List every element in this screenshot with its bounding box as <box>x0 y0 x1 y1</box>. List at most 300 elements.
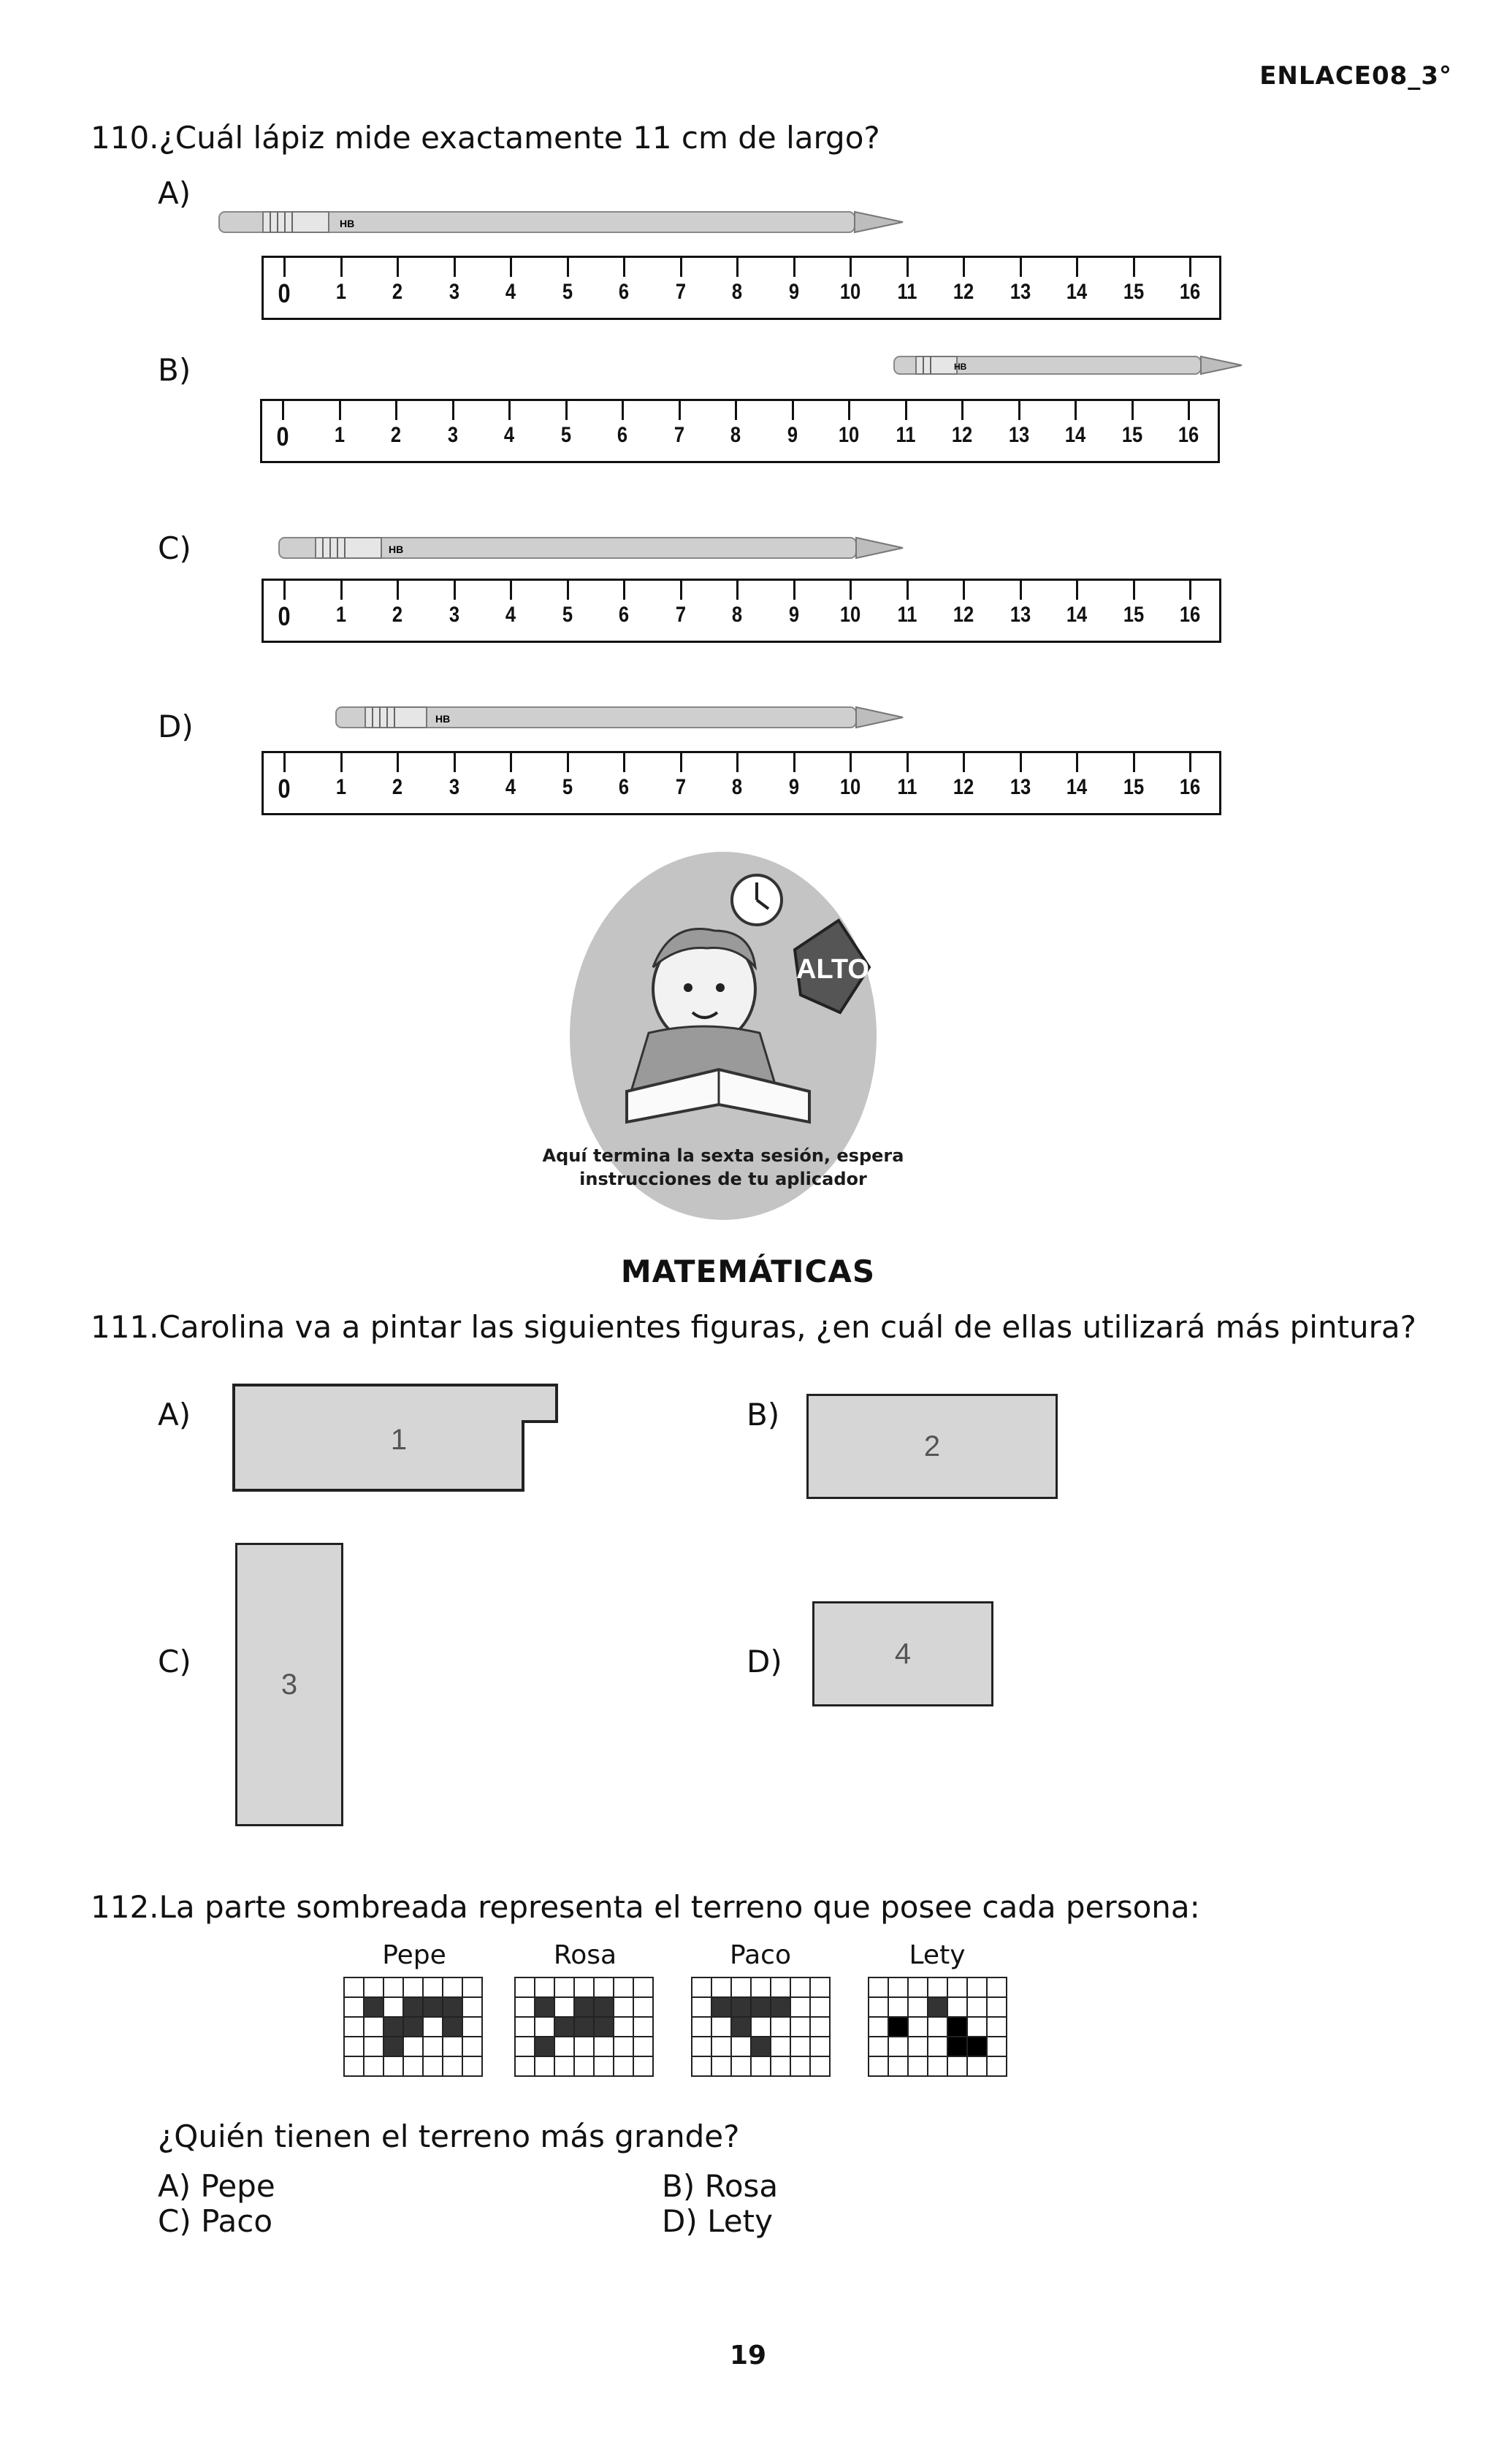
grid-cell <box>771 2018 791 2037</box>
ruler-tick <box>1133 753 1135 772</box>
grid-cell <box>791 2037 811 2057</box>
ruler-tick <box>907 753 909 772</box>
answer-text: Lety <box>707 2203 773 2239</box>
ruler-number: 5 <box>560 423 571 447</box>
ruler-tick <box>1018 401 1020 420</box>
q110-option-c[interactable]: C) <box>158 530 191 566</box>
ruler-tick <box>850 258 852 277</box>
ruler-number: 3 <box>447 423 458 447</box>
ruler-tick <box>1020 581 1022 600</box>
grid-cell <box>948 2057 968 2077</box>
grid-cell <box>811 2018 831 2037</box>
q110-option-a[interactable]: A) <box>158 175 191 211</box>
ruler-number: 1 <box>335 280 346 304</box>
ruler-tick <box>454 581 456 600</box>
ruler-tick <box>680 753 682 772</box>
alto-caption-line2: instrucciones de tu aplicador <box>579 1169 867 1189</box>
pencil-d <box>336 703 903 732</box>
answer-letter: B) <box>662 2168 695 2204</box>
grid-cell <box>575 1978 595 1998</box>
ruler-b <box>260 399 1220 463</box>
grid-cell <box>384 2057 404 2077</box>
shaded-cell <box>752 1998 771 2018</box>
ruler-tick <box>1189 258 1191 277</box>
ruler-tick <box>283 581 286 600</box>
grid-cell <box>345 1978 365 1998</box>
shaded-cell <box>575 2018 595 2037</box>
ruler-number: 9 <box>788 280 799 304</box>
grid-cell <box>909 1998 928 2018</box>
shaded-cell <box>575 1998 595 2018</box>
grid-cell <box>909 1978 928 1998</box>
grid-cell <box>634 2018 654 2037</box>
grid-cell <box>732 2037 752 2057</box>
ruler-number: 14 <box>1066 775 1088 799</box>
grid-cell <box>771 2057 791 2077</box>
ruler-number: 10 <box>839 603 861 627</box>
ruler-tick <box>567 753 569 772</box>
ruler-tick <box>736 258 739 277</box>
grid-cell <box>345 2057 365 2077</box>
ruler-tick <box>340 581 343 600</box>
grid-cell <box>811 2057 831 2077</box>
ruler-number: 5 <box>562 603 573 627</box>
shaded-cell <box>771 1998 791 2018</box>
grid-cell <box>443 2057 463 2077</box>
ruler-number: 1 <box>335 775 346 799</box>
grid-cell <box>889 2057 909 2077</box>
ruler-number: 10 <box>839 775 861 799</box>
ruler-number: 13 <box>1010 775 1031 799</box>
shaded-cell <box>424 1998 443 2018</box>
ruler-tick <box>961 401 963 420</box>
ruler-number: 1 <box>334 423 345 447</box>
grid-cell <box>988 1978 1007 1998</box>
grid-cell <box>424 2018 443 2037</box>
grid-cell <box>345 1998 365 2018</box>
grid-cell <box>811 2037 831 2057</box>
ruler-tick <box>623 581 625 600</box>
shaded-cell <box>948 2018 968 2037</box>
ruler-number: 10 <box>839 280 861 304</box>
shaded-cell <box>928 1998 948 2018</box>
grid-cell <box>516 2057 535 2077</box>
shaded-cell <box>752 2037 771 2057</box>
ruler-number: 15 <box>1121 423 1142 447</box>
grid-cell <box>384 1998 404 2018</box>
ruler-number: 9 <box>787 423 798 447</box>
ruler-tick <box>567 581 569 600</box>
pencil-b <box>894 351 1242 380</box>
alto-illustration <box>542 850 904 1221</box>
ruler-number: 15 <box>1123 280 1144 304</box>
grid-name-paco: Paco <box>730 1940 791 1970</box>
ruler-tick <box>848 401 850 420</box>
ruler-tick <box>623 753 625 772</box>
ruler-tick <box>1133 581 1135 600</box>
ruler-tick <box>340 258 343 277</box>
ruler-tick <box>397 753 399 772</box>
ruler-number: 2 <box>390 423 402 447</box>
grid-cell <box>595 2057 614 2077</box>
ruler-number: 12 <box>953 280 974 304</box>
ruler-number: 6 <box>617 423 628 447</box>
grid-cell <box>909 2018 928 2037</box>
ruler-number: 2 <box>392 603 403 627</box>
ruler-number: 1 <box>335 603 346 627</box>
answer-text: Paco <box>201 2203 273 2239</box>
question-112-text: 112.La parte sombreada representa el terreno que posee cada persona: <box>91 1889 1200 1925</box>
question-112-prompt: ¿Quién tienen el terreno más grande? <box>158 2118 740 2154</box>
ruler-tick <box>454 258 456 277</box>
ruler-number: 7 <box>673 423 684 447</box>
ruler-number: 14 <box>1066 603 1088 627</box>
shape-3-label: 3 <box>280 1668 298 1701</box>
shaded-cell <box>384 2018 404 2037</box>
ruler-number: 0 <box>278 774 291 804</box>
q112-answer-d[interactable] <box>662 2203 773 2239</box>
grid-cell <box>968 1978 988 1998</box>
grid-cell <box>404 2037 424 2057</box>
grid-cell <box>692 1978 712 1998</box>
grid-cell <box>948 1998 968 2018</box>
grid-cell <box>968 1998 988 2018</box>
q110-option-d[interactable]: D) <box>158 709 194 744</box>
ruler-tick <box>508 401 511 420</box>
ruler-tick <box>735 401 737 420</box>
ruler-tick <box>510 753 512 772</box>
grid-cell <box>928 2057 948 2077</box>
q111-option-a[interactable]: A) <box>158 1397 191 1433</box>
grid-cell <box>889 1998 909 2018</box>
grid-cell <box>555 1978 575 1998</box>
ruler-number: 6 <box>618 603 630 627</box>
grid-cell <box>732 1978 752 1998</box>
ruler-number: 11 <box>897 280 917 304</box>
grid-cell <box>752 1978 771 1998</box>
grid-cell <box>712 2057 732 2077</box>
page-number: 19 <box>729 2341 767 2370</box>
grid-cell <box>634 2037 654 2057</box>
grid-cell <box>365 1978 384 1998</box>
grid-cell <box>692 2018 712 2037</box>
ruler-number: 3 <box>449 280 459 304</box>
shaded-cell <box>443 2018 463 2037</box>
ruler-number: 8 <box>731 280 743 304</box>
ruler-number: 7 <box>675 775 686 799</box>
shaded-cell <box>732 2018 752 2037</box>
ruler-number: 12 <box>951 423 973 447</box>
ruler-number: 16 <box>1179 280 1201 304</box>
shape-1-label: 1 <box>390 1424 408 1456</box>
ruler-number: 7 <box>675 280 686 304</box>
ruler-number: 16 <box>1179 603 1201 627</box>
ruler-number: 8 <box>731 775 743 799</box>
ruler-number: 2 <box>392 775 403 799</box>
grid-cell <box>595 2037 614 2057</box>
ruler-tick <box>339 401 341 420</box>
pencil-label: HB <box>340 218 355 229</box>
shaded-cell <box>404 1998 424 2018</box>
answer-text: Rosa <box>704 2168 779 2204</box>
q111-option-c[interactable]: C) <box>158 1644 191 1679</box>
shape-4[interactable] <box>812 1601 993 1706</box>
ruler-tick <box>397 581 399 600</box>
ruler-number: 14 <box>1066 280 1088 304</box>
grid-cell <box>869 1998 889 2018</box>
ruler-number: 4 <box>505 603 516 627</box>
grid-cell <box>443 1978 463 1998</box>
ruler-number: 8 <box>731 603 743 627</box>
ruler-tick <box>736 753 739 772</box>
grid-cell <box>365 2018 384 2037</box>
ruler-tick <box>1076 258 1078 277</box>
grid-cell <box>516 2018 535 2037</box>
ruler-tick <box>452 401 454 420</box>
grid-cell <box>928 2018 948 2037</box>
grid-cell <box>692 2037 712 2057</box>
grid-cell <box>988 2057 1007 2077</box>
ruler-tick <box>340 753 343 772</box>
grid-cell <box>988 1998 1007 2018</box>
grid-cell <box>345 2018 365 2037</box>
ruler-number: 0 <box>278 601 291 631</box>
q112-answer-a[interactable] <box>158 2168 275 2204</box>
ruler-tick <box>792 401 794 420</box>
shaded-cell <box>555 2018 575 2037</box>
answer-letter: C) <box>158 2203 191 2239</box>
ruler-number: 4 <box>505 775 516 799</box>
pencil-c <box>279 533 903 562</box>
grid-cell <box>791 2057 811 2077</box>
shape-2-label: 2 <box>923 1430 941 1462</box>
answer-letter: A) <box>158 2168 191 2204</box>
grid-cell <box>614 1978 634 1998</box>
ruler-tick <box>963 753 965 772</box>
ruler-number: 14 <box>1064 423 1086 447</box>
ruler-tick <box>963 258 965 277</box>
ruler-tick <box>1188 401 1190 420</box>
ruler-number: 9 <box>788 603 799 627</box>
shaded-cell <box>889 2018 909 2037</box>
grid-cell <box>968 2057 988 2077</box>
shaded-cell <box>535 1998 555 2018</box>
grid-cell <box>614 2018 634 2037</box>
ruler-a <box>262 256 1221 320</box>
shape-1[interactable] <box>232 1384 561 1495</box>
shaded-cell <box>968 2037 988 2057</box>
grid-cell <box>791 1998 811 2018</box>
ruler-number: 16 <box>1179 775 1201 799</box>
grid-cell <box>424 2057 443 2077</box>
grid-name-rosa: Rosa <box>553 1940 617 1970</box>
ruler-tick <box>454 753 456 772</box>
grid-cell <box>575 2037 595 2057</box>
ruler-tick <box>907 258 909 277</box>
ruler-tick <box>1189 753 1191 772</box>
grid-cell <box>968 2018 988 2037</box>
ruler-tick <box>510 258 512 277</box>
q112-answer-c[interactable] <box>158 2203 272 2239</box>
grid-cell <box>555 1998 575 2018</box>
shaded-cell <box>384 2037 404 2057</box>
ruler-tick <box>1133 258 1135 277</box>
q112-answer-b[interactable] <box>662 2168 778 2204</box>
shaded-cell <box>732 1998 752 2018</box>
ruler-number: 2 <box>392 280 403 304</box>
ruler-tick <box>793 258 795 277</box>
q111-option-b[interactable]: B) <box>747 1397 780 1433</box>
ruler-number: 6 <box>618 280 630 304</box>
grid-cell <box>614 1998 634 2018</box>
grid-paco <box>691 1977 831 2077</box>
question-111-text: 111.Carolina va a pintar las siguientes figuras, ¿en cuál de ellas utilizará más pintura? <box>91 1309 1416 1345</box>
grid-cell <box>614 2037 634 2057</box>
ruler-tick <box>1075 401 1077 420</box>
shaded-cell <box>365 1998 384 2018</box>
ruler-tick <box>679 401 681 420</box>
ruler-tick <box>1020 753 1022 772</box>
grid-cell <box>535 1978 555 1998</box>
ruler-tick <box>850 581 852 600</box>
shape-4-label: 4 <box>894 1637 912 1670</box>
ruler-number: 11 <box>897 603 917 627</box>
grid-cell <box>535 2057 555 2077</box>
grid-cell <box>463 1978 483 1998</box>
ruler-tick <box>680 258 682 277</box>
answer-text: Pepe <box>200 2168 275 2204</box>
grid-cell <box>909 2057 928 2077</box>
ruler-tick <box>963 581 965 600</box>
shaded-cell <box>535 2037 555 2057</box>
grid-cell <box>889 2037 909 2057</box>
ruler-tick <box>1076 581 1078 600</box>
grid-lety <box>868 1977 1007 2077</box>
grid-cell <box>712 2037 732 2057</box>
ruler-number: 4 <box>505 280 516 304</box>
ruler-tick <box>850 753 852 772</box>
ruler-number: 13 <box>1008 423 1029 447</box>
ruler-tick <box>793 753 795 772</box>
grid-cell <box>791 1978 811 1998</box>
grid-cell <box>463 2018 483 2037</box>
ruler-tick <box>905 401 907 420</box>
ruler-tick <box>622 401 624 420</box>
grid-cell <box>712 1978 732 1998</box>
grid-cell <box>732 2057 752 2077</box>
grid-cell <box>752 2018 771 2037</box>
ruler-tick <box>567 258 569 277</box>
ruler-number: 0 <box>278 278 291 308</box>
ruler-tick <box>282 401 284 420</box>
shaded-cell <box>404 2018 424 2037</box>
ruler-tick <box>680 581 682 600</box>
grid-rosa <box>514 1977 654 2077</box>
grid-cell <box>869 2037 889 2057</box>
grid-cell <box>869 1978 889 1998</box>
grid-cell <box>535 2018 555 2037</box>
grid-cell <box>771 2037 791 2057</box>
pencil-label: HB <box>435 713 451 725</box>
ruler-number: 3 <box>449 603 459 627</box>
grid-cell <box>692 1998 712 2018</box>
grid-cell <box>463 2057 483 2077</box>
shape-2[interactable] <box>806 1394 1058 1499</box>
grid-cell <box>516 1978 535 1998</box>
grid-cell <box>811 1978 831 1998</box>
grid-cell <box>712 2018 732 2037</box>
grid-cell <box>555 2057 575 2077</box>
grid-cell <box>988 2018 1007 2037</box>
ruler-number: 8 <box>730 423 741 447</box>
ruler-number: 4 <box>503 423 515 447</box>
ruler-number: 10 <box>838 423 860 447</box>
ruler-number: 11 <box>897 775 917 799</box>
grid-cell <box>869 2057 889 2077</box>
q110-option-b[interactable]: B) <box>158 352 191 388</box>
ruler-number: 0 <box>276 422 289 451</box>
grid-cell <box>928 2037 948 2057</box>
ruler-tick <box>907 581 909 600</box>
q111-option-d[interactable]: D) <box>747 1644 782 1679</box>
grid-cell <box>869 2018 889 2037</box>
ruler-tick <box>1020 258 1022 277</box>
ruler-number: 11 <box>896 423 915 447</box>
grid-cell <box>555 2037 575 2057</box>
pencil-a <box>219 207 903 237</box>
grid-cell <box>463 2037 483 2057</box>
section-title: MATEMÁTICAS <box>620 1254 876 1289</box>
alto-sign-text: ALTO <box>796 954 869 985</box>
grid-cell <box>424 1978 443 1998</box>
ruler-tick <box>623 258 625 277</box>
grid-cell <box>443 2037 463 2057</box>
grid-cell <box>752 2057 771 2077</box>
grid-cell <box>614 2057 634 2077</box>
ruler-tick <box>1076 753 1078 772</box>
ruler-tick <box>395 401 397 420</box>
ruler-number: 7 <box>675 603 686 627</box>
ruler-number: 16 <box>1178 423 1199 447</box>
shaded-cell <box>948 2037 968 2057</box>
alto-caption-line1: Aquí termina la sexta sesión, espera <box>542 1145 904 1166</box>
grid-cell <box>516 1998 535 2018</box>
grid-cell <box>463 1998 483 2018</box>
ruler-number: 9 <box>788 775 799 799</box>
grid-cell <box>889 1978 909 1998</box>
answer-letter: D) <box>662 2203 698 2239</box>
grid-cell <box>988 2037 1007 2057</box>
shaded-cell <box>712 1998 732 2018</box>
exam-code: ENLACE08_3° <box>1259 61 1452 91</box>
grid-cell <box>595 1978 614 1998</box>
grid-cell <box>424 2037 443 2057</box>
shaded-cell <box>595 2018 614 2037</box>
grid-cell <box>516 2037 535 2057</box>
grid-cell <box>791 2018 811 2037</box>
ruler-number: 5 <box>562 280 573 304</box>
ruler-tick <box>510 581 512 600</box>
ruler-tick <box>793 581 795 600</box>
ruler-number: 13 <box>1010 603 1031 627</box>
ruler-tick <box>736 581 739 600</box>
ruler-number: 12 <box>953 603 974 627</box>
ruler-tick <box>1131 401 1134 420</box>
shape-3[interactable] <box>235 1543 343 1826</box>
pencil-label: HB <box>389 543 404 555</box>
grid-cell <box>404 1978 424 1998</box>
shaded-cell <box>443 1998 463 2018</box>
